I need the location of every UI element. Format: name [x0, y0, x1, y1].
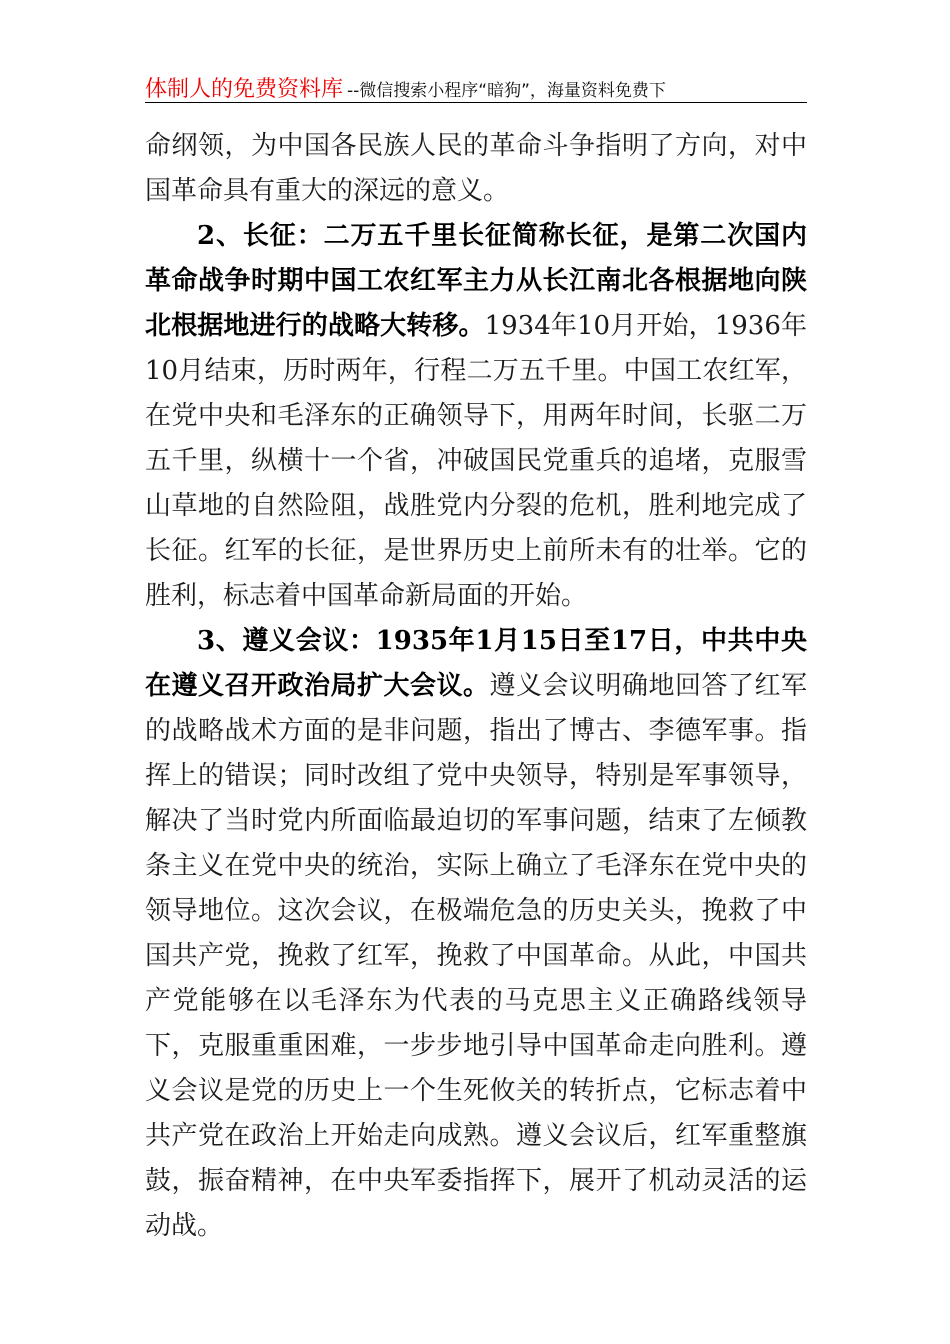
paragraph-continuation — [145, 124, 807, 214]
paragraph-lead: 3、遵义会议：1935年1月15日至17日，中共中央在遵义召开政治局扩大会议。 — [145, 626, 807, 701]
document-body — [145, 124, 807, 1249]
paragraph-zunyi-conference — [145, 619, 807, 1249]
header-brand: 体制人的免费资料库 — [145, 77, 344, 102]
paragraph-long-march — [145, 214, 807, 619]
paragraph-text: 1934年10月开始，1936年10月结束，历时两年，行程二万五千里。中国工农红军，在党中央和毛泽东的正确领导下，用两年时间，长驱二万五千里，纵横十一个省，冲破国民党重兵的追堵，克服雪山草地的自然险阻，战胜党内分裂的危机，胜利地完成了长征。红军的长征，是世界历史上前所未有的壮举。它的胜利，标志着中国革命新局面的开始。 — [145, 311, 807, 611]
header-tagline: --微信搜索小程序“暗狗”，海量资料免费下 — [347, 81, 666, 101]
paragraph-text: 命纲领，为中国各民族人民的革命斗争指明了方向，对中国革命具有重大的深远的意义。 — [145, 131, 807, 206]
page-header — [145, 72, 807, 103]
paragraph-lead: 2、长征：二万五千里长征简称长征，是第二次国内革命战争时期中国工农红军主力从长江南北各根据地向陕北根据地进行的战略大转移。 — [145, 221, 807, 341]
paragraph-text: 遵义会议明确地回答了红军的战略战术方面的是非问题，指出了博古、李德军事。指挥上的错误；同时改组了党中央领导，特别是军事领导，解决了当时党内所面临最迫切的军事问题，结束了左倾教条主义在党中央的统治，实际上确立了毛泽东在党中央的领导地位。这次会议，在极端危急的历史关头，挽救了中国共产党，挽救了红军，挽救了中国革命。从此，中国共产党能够在以毛泽东为代表的马克思主义正确路线领导下，克服重重困难，一步步地引导中国革命走向胜利。遵义会议是党的历史上一个生死攸关的转折点，它标志着中共产党在政治上开始走向成熟。遵义会议后，红军重整旗鼓，振奋精神，在中央军委指挥下，展开了机动灵活的运动战。 — [145, 671, 807, 1241]
